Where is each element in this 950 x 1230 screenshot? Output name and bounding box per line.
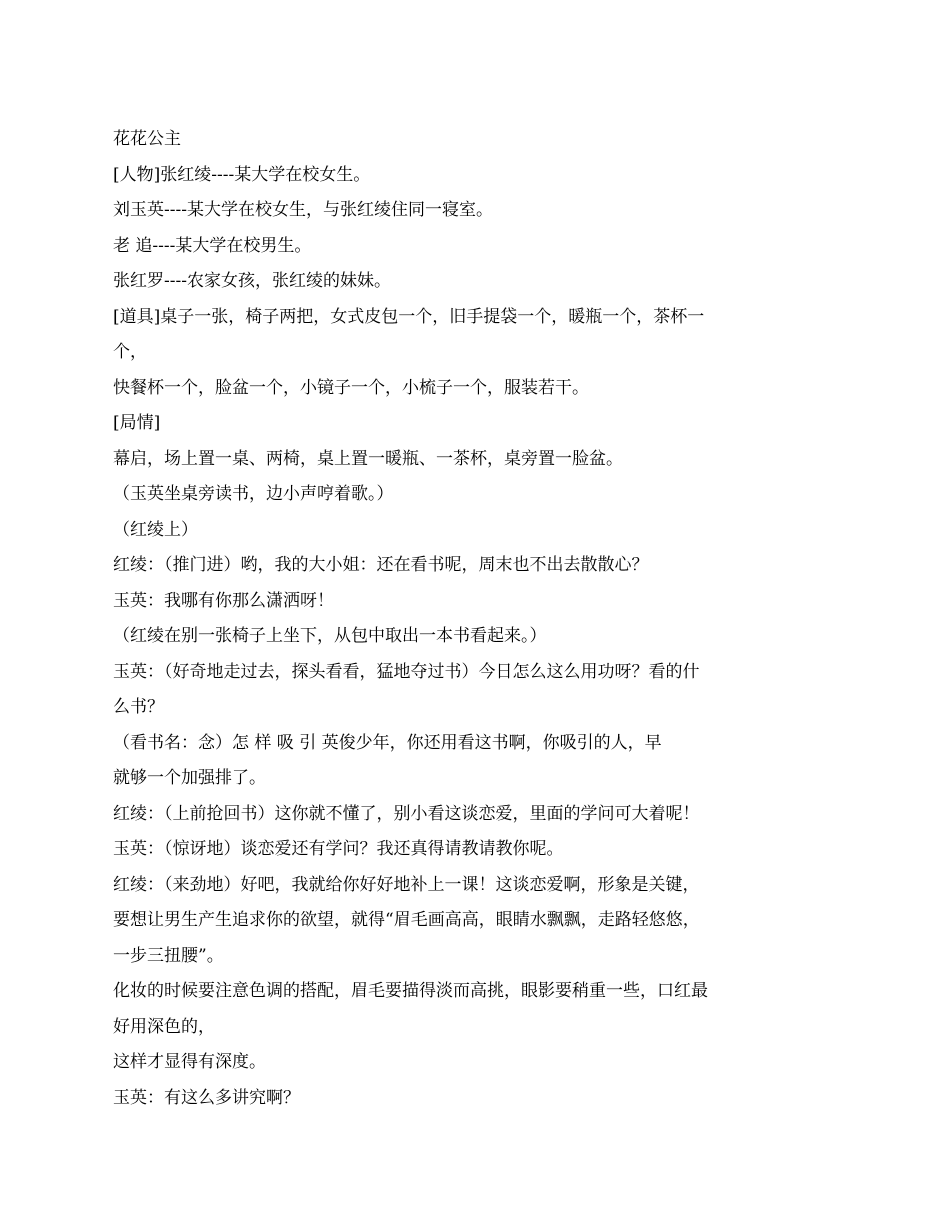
text-line: （看书名：念）怎 样 吸 引 英俊少年，你还用看这书啊，你吸引的人，早 xyxy=(113,732,662,753)
text-line: 玉英：（惊讶地）谈恋爱还有学问？我还真得请教请教你呢。 xyxy=(113,839,564,859)
text-line: [局情] xyxy=(113,413,161,433)
text-line: 化妆的时候要注意色调的搭配，眉毛要描得淡而高挑，眼影要稍重一些，口红最 xyxy=(113,981,708,1001)
text-line: 红绫：（推门进）哟，我的大小姐：还在看书呢，周末也不出去散散心？ xyxy=(113,555,649,575)
text-line: 一步三扭腰”。 xyxy=(113,945,224,966)
text-line: 要想让男生产生追求你的欲望，就得“眉毛画高高，眼睛水飘飘，走路轻悠悠， xyxy=(113,910,700,930)
text-line: 玉英：（好奇地走过去，探头看看，猛地夺过书）今日怎么这么用功呀？看的什 xyxy=(113,661,700,682)
text-line: 快餐杯一个，脸盆一个，小镜子一个，小梳子一个，服装若干。 xyxy=(113,377,589,398)
text-line: [人物]张红绫----某大学在校女生。 xyxy=(113,164,371,185)
document-title: 花花公主 xyxy=(113,129,181,149)
text-line: 刘玉英----某大学在校女生，与张红绫住同一寝室。 xyxy=(113,200,493,220)
text-line: （红绫上） xyxy=(113,519,198,540)
text-line: 老 追----某大学在校男生。 xyxy=(113,235,312,256)
text-line: 张红罗----农家女孩，张红绫的妹妹。 xyxy=(113,271,391,291)
text-line: 红绫：（来劲地）好吧，我就给你好好地补上一课！这谈恋爱啊，形象是关键， xyxy=(113,874,700,895)
document-body xyxy=(113,122,773,1116)
text-line: 么书？ xyxy=(113,697,164,717)
text-line: 好用深色的， xyxy=(113,1016,215,1037)
text-line: 玉英：有这么多讲究啊？ xyxy=(113,1087,300,1108)
text-line: [道具]桌子一张，椅子两把，女式皮包一个，旧手提袋一个，暖瓶一个，茶杯一 xyxy=(113,306,705,327)
text-line: （玉英坐桌旁读书，边小声哼着歌。） xyxy=(113,484,394,504)
text-line: 红绫：（上前抢回书）这你就不懂了，别小看这谈恋爱，里面的学问可大着呢！ xyxy=(113,803,700,824)
text-line: 这样才显得有深度。 xyxy=(113,1052,266,1072)
text-line: （红绫在别一张椅子上坐下，从包中取出一本书看起来。） xyxy=(113,626,547,646)
text-line: 个， xyxy=(113,342,147,362)
text-line: 幕启，场上置一桌、两椅，桌上置一暖瓶、一茶杯，桌旁置一脸盆。 xyxy=(113,448,623,469)
text-line: 就够一个加强排了。 xyxy=(113,768,266,788)
text-line: 玉英：我哪有你那么潇洒呀！ xyxy=(113,590,334,611)
